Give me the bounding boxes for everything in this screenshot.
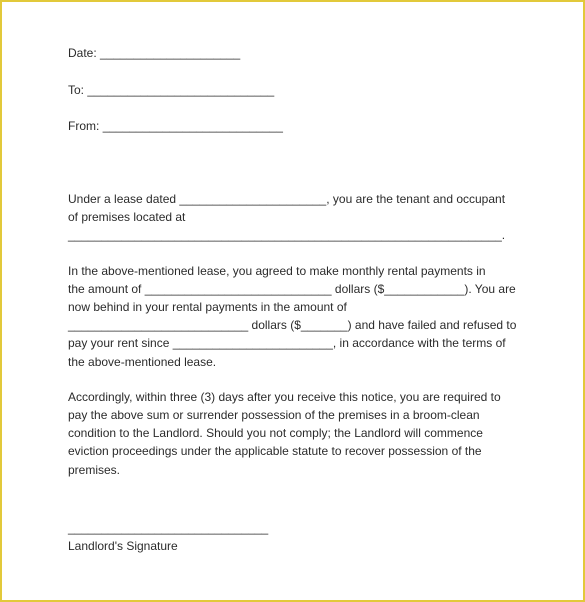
date-blank: _____________________ (100, 46, 241, 60)
from-blank: ___________________________ (102, 119, 283, 133)
to-label: To: (68, 82, 85, 97)
payment-paragraph: In the above-mentioned lease, you agreed to make monthly rental payments in the amount of ____________________________ dollars ($____________). You are now behind in your rental payments in the amount of ___________________________ dollars ($_______) and have failed and refused to pay your rent since ________________________, in accordance with the terms of the above-mentioned lease. (68, 263, 517, 369)
date-label: Date: (68, 46, 97, 60)
to-blank: ____________________________ (87, 82, 275, 97)
lease-paragraph: Under a lease dated ______________________, you are the tenant and occupant of premises located at _________________________________________________________________. (68, 192, 506, 243)
from-field (68, 117, 518, 135)
notice-document (68, 44, 518, 555)
date-field (68, 44, 518, 62)
signature-label: Landlord's Signature (68, 538, 178, 553)
signature-line: ______________________________ (68, 520, 269, 535)
from-label: From: (68, 119, 100, 133)
to-field (68, 81, 518, 99)
demand-paragraph: Accordingly, within three (3) days after you receive this notice, you are required to pay the above sum or surrender possession of the premises in a broom-clean condition to the Landlord. Should you not comply; the Landlord will commence eviction proceedings under the applicable statute to recover possession of the premises. (68, 389, 501, 477)
